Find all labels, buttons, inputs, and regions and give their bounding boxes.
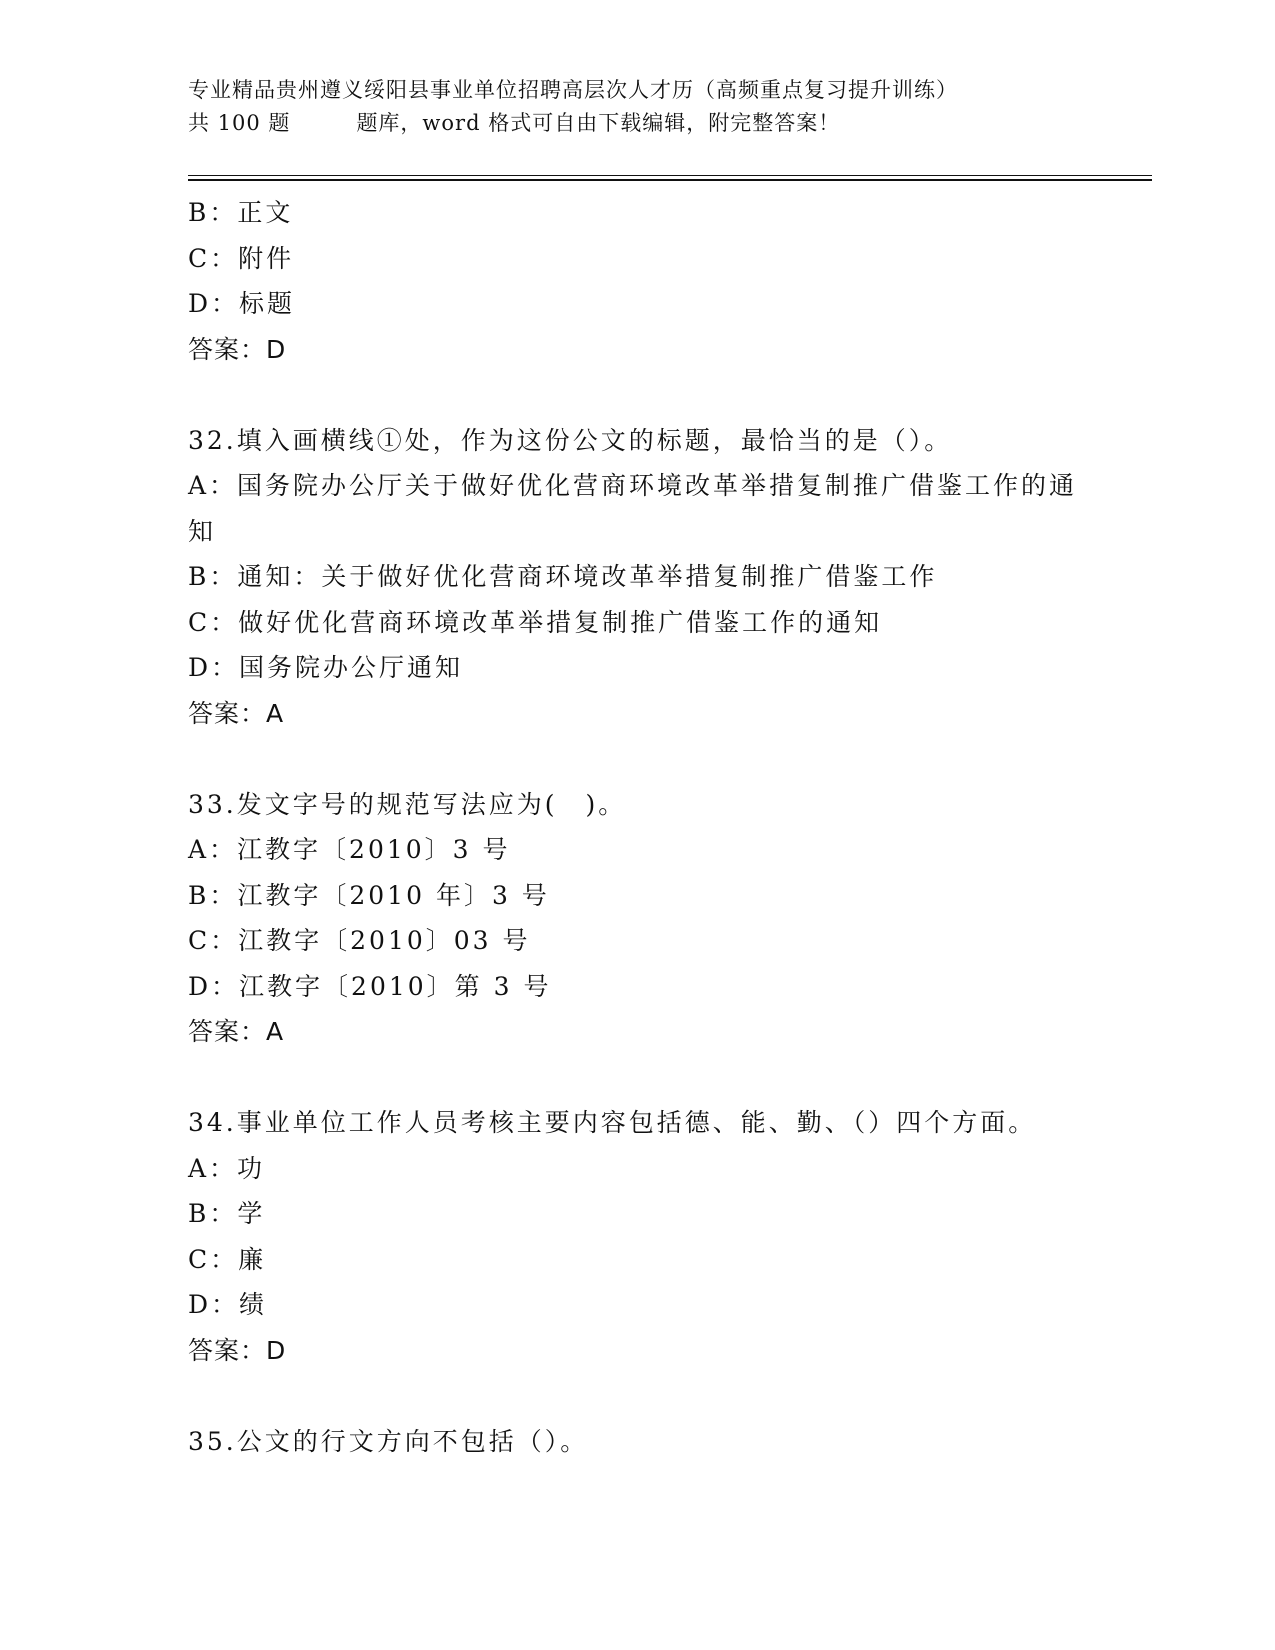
question-34 [188,1100,1088,1373]
question-list [188,190,1088,1464]
option-c: C：江教字〔2010〕03 号 [188,926,531,955]
header-title: 专业精品贵州遵义绥阳县事业单位招聘高层次人才历（高频重点复习提升训练） [188,78,958,102]
question-stem: 33.发文字号的规范写法应为( )。 [188,789,627,819]
header-subtitle [188,107,1148,140]
option-d: D：绩 [188,1290,268,1319]
question-count: 共 100 题 [188,111,291,135]
option-b: B：通知：关于做好优化营商环境改革举措复制推广借鉴工作 [188,562,938,591]
question-stem: 32.填入画横线①处，作为这份公文的标题，最恰当的是（）。 [188,425,953,455]
answer-label: 答案：D [188,1335,287,1365]
option-c: C：做好优化营商环境改革举措复制推广借鉴工作的通知 [188,607,883,637]
question-32 [188,418,1088,737]
document-header [188,74,1148,140]
option-b: B：正文 [188,198,294,227]
option-c: C：廉 [188,1244,267,1274]
option-c: C：附件 [188,243,295,273]
option-b: B：学 [188,1199,266,1228]
question-fragment [188,190,1088,372]
option-d: D：国务院办公厅通知 [188,653,464,682]
answer-label: 答案：A [188,698,285,728]
header-note: 题库，word 格式可自由下载编辑，附完整答案！ [356,111,841,135]
question-33 [188,782,1088,1055]
answer-label: 答案：D [188,334,287,364]
option-b: B：江教字〔2010 年〕3 号 [188,880,550,910]
option-d: D：江教字〔2010〕第 3 号 [188,971,552,1001]
question-stem: 35.公文的行文方向不包括（）。 [188,1426,589,1456]
question-35 [188,1419,1088,1465]
option-a: A：江教字〔2010〕3 号 [188,835,511,864]
question-stem: 34.事业单位工作人员考核主要内容包括德、能、勤、（）四个方面。 [188,1108,1037,1137]
option-d: D：标题 [188,289,296,318]
header-divider-thin [188,175,1152,176]
option-a: A：国务院办公厅关于做好优化营商环境改革举措复制推广借鉴工作的通知 [188,471,1078,546]
option-a: A：功 [188,1153,266,1183]
answer-label: 答案：A [188,1017,285,1046]
header-divider-thick [188,179,1152,181]
